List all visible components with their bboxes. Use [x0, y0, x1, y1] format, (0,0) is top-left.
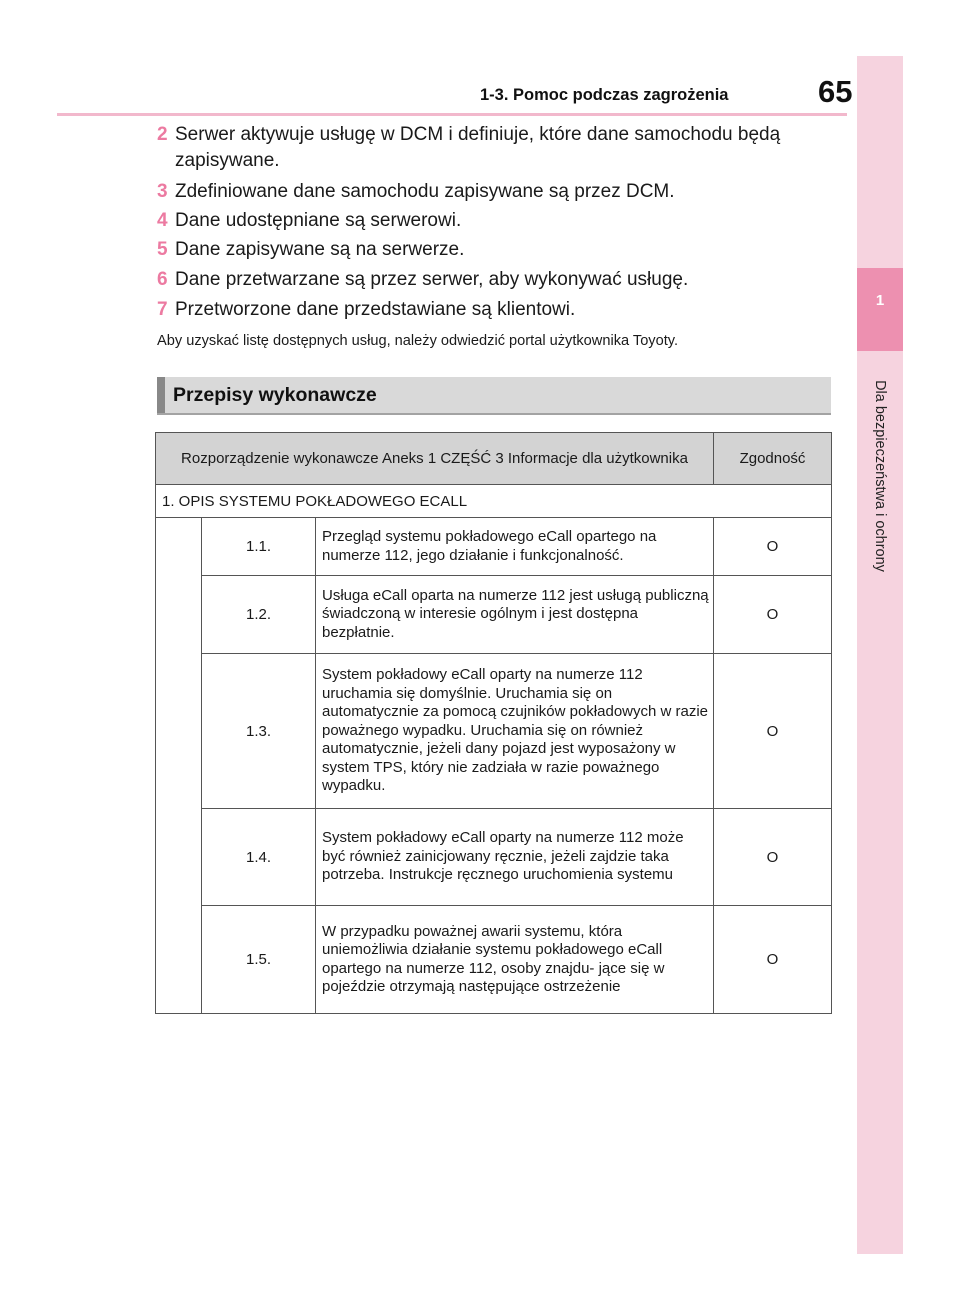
table-cell-description: W przypadku poważnej awarii systemu, która uniemożliwia działanie systemu pokładowego eCall opartego na numerze 112, osoby znajdu- jące się w pojeździe otrzymają następujące ostrzeżenie	[316, 906, 714, 1014]
table-cell-number: 1.3.	[202, 654, 316, 809]
chapter-title: Dla bezpieczeństwa i ochrony	[872, 380, 888, 572]
step-number: 7	[157, 299, 168, 320]
step-text: Serwer aktywuje usługę w DCM i definiuje, które dane samochodu będą	[175, 124, 781, 145]
step-item	[157, 179, 675, 205]
step-number: 6	[157, 269, 168, 290]
step-text: Dane zapisywane są na serwerze.	[175, 239, 465, 260]
step-item	[157, 122, 780, 174]
table-cell-compliance: O	[714, 906, 832, 1014]
table-system-row: 1. OPIS SYSTEMU POKŁADOWEGO ECALL	[156, 485, 832, 518]
table-cell-number: 1.1.	[202, 518, 316, 576]
table-indent-cell	[156, 518, 202, 1014]
chapter-tab	[857, 268, 903, 351]
table-cell-number: 1.2.	[202, 576, 316, 654]
table-cell-compliance: O	[714, 654, 832, 809]
step-number: 5	[157, 239, 168, 260]
table-cell-number: 1.5.	[202, 906, 316, 1014]
section-heading	[157, 377, 831, 415]
table-cell-number: 1.4.	[202, 809, 316, 906]
chapter-number: 1	[875, 292, 885, 309]
table-header-regulation: Rozporządzenie wykonawcze Aneks 1 CZĘŚĆ 3 Informacje dla użytkownika	[156, 433, 714, 485]
table-cell-description: System pokładowy eCall oparty na numerze 112 może być również zainicjowany ręcznie, jeżeli zajdzie taka potrzeba. Instrukcje ręcznego uruchomienia systemu	[316, 809, 714, 906]
table-cell-description: System pokładowy eCall oparty na numerze 112 uruchamia się domyślnie. Uruchamia się on automatycznie za pomocą czujników pokładowych w razie poważnego wypadku. Uruchamia się on również automatycznie, jeżeli dany pojazd jest wyposażony w system TPS, który nie zadziała w razie poważnego wypadku.	[316, 654, 714, 809]
section-heading-title: Przepisy wykonawcze	[173, 384, 377, 406]
regulation-table	[155, 432, 832, 1014]
table-cell-compliance: O	[714, 809, 832, 906]
header-divider	[57, 113, 847, 116]
table-cell-compliance: O	[714, 518, 832, 576]
step-text: Zdefiniowane dane samochodu zapisywane są przez DCM.	[175, 181, 675, 202]
step-text-continued: zapisywane.	[175, 150, 280, 171]
step-item	[157, 267, 688, 293]
services-note: Aby uzyskać listę dostępnych usług, należy odwiedzić portal użytkownika Toyoty.	[157, 333, 679, 349]
step-item	[157, 237, 464, 263]
page-number: 65	[818, 74, 853, 109]
step-number: 2	[157, 124, 168, 145]
step-text: Przetworzone dane przedstawiane są klientowi.	[175, 299, 576, 320]
step-number: 3	[157, 181, 168, 202]
table-cell-description: Usługa eCall oparta na numerze 112 jest usługą publiczną świadczoną w interesie ogólnym i jest dostępna bezpłatnie.	[316, 576, 714, 654]
step-text: Dane przetwarzane są przez serwer, aby wykonywać usługę.	[175, 269, 689, 290]
step-item	[157, 208, 461, 234]
section-heading-bar	[157, 377, 165, 413]
table-header-compliance: Zgodność	[714, 433, 832, 485]
step-number: 4	[157, 210, 168, 231]
chapter-sidebar	[857, 56, 903, 1254]
step-item	[157, 297, 575, 323]
step-text: Dane udostępniane są serwerowi.	[175, 210, 462, 231]
section-title: 1-3. Pomoc podczas zagrożenia	[480, 86, 729, 104]
table-cell-description: Przegląd systemu pokładowego eCall opartego na numerze 112, jego działanie i funkcjonalność.	[316, 518, 714, 576]
table-cell-compliance: O	[714, 576, 832, 654]
